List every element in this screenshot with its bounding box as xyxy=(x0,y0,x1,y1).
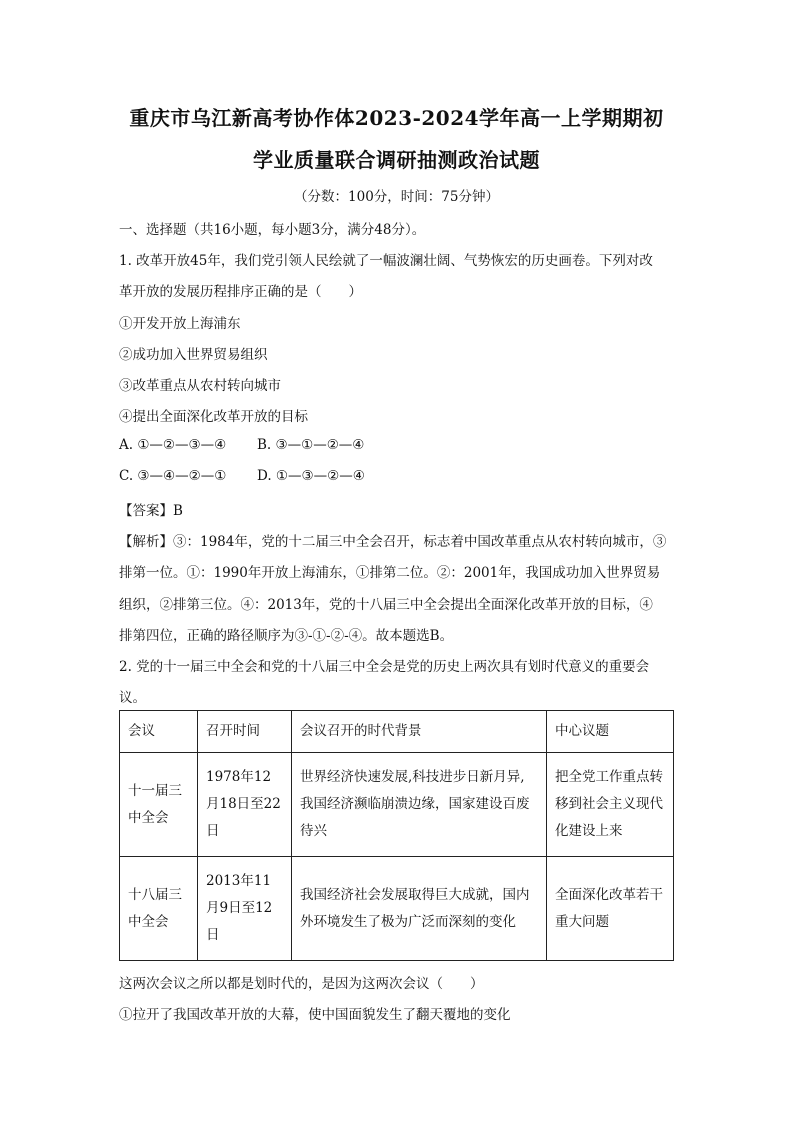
exam-meta: （分数：100分，时间：75分钟） xyxy=(294,189,499,205)
q2-item-1: ①拉开了我国改革开放的大幕，使中国面貌发生了翻天覆地的变化 xyxy=(119,1007,511,1023)
q1-options-row2 xyxy=(119,468,365,484)
page-title-line2: 学业质量联合调研抽测政治试题 xyxy=(253,148,540,172)
q1-answer: 【答案】B xyxy=(119,503,183,519)
q1-option-b: B. ③—①—②—④ xyxy=(257,437,365,453)
table-header-cell: 中心议题 xyxy=(547,711,674,753)
q1-option-c: C. ③—④—②—① xyxy=(119,468,227,484)
meetings-table xyxy=(119,710,674,961)
q1-option-d: D. ①—③—②—④ xyxy=(257,468,365,484)
table-cell-date: 2013年11月9日至12日 xyxy=(198,857,292,961)
q1-stem-line2: 革开放的发展历程排序正确的是（ ） xyxy=(119,284,362,300)
table-cell-background: 我国经济社会发展取得巨大成就，国内外环境发生了极为广泛而深刻的变化 xyxy=(292,857,547,961)
q1-option-a: A. ①—②—③—④ xyxy=(119,437,227,453)
q1-item-2: ②成功加入世界贸易组织 xyxy=(119,347,268,363)
q1-analysis-line3: 组织，②排第三位。④：2013年，党的十八届三中全会提出全面深化改革开放的目标，④ xyxy=(119,597,653,613)
table-cell-date: 1978年12月18日至22日 xyxy=(198,753,292,857)
table-header-cell: 会议召开的时代背景 xyxy=(292,711,547,753)
q1-item-4: ④提出全面深化改革开放的目标 xyxy=(119,409,308,425)
q1-analysis-line4: 排第四位，正确的路径顺序为③-①-②-④。故本题选B。 xyxy=(119,628,454,644)
page-title-line1: 重庆市乌江新高考协作体2023-2024学年高一上学期期初 xyxy=(129,106,664,130)
table-row xyxy=(120,857,674,961)
q2-stem-line1: 2. 党的十一届三中全会和党的十八届三中全会是党的历史上两次具有划时代意义的重要会 xyxy=(119,659,650,675)
q2-follow-up: 这两次会议之所以都是划时代的，是因为这两次会议（ ） xyxy=(119,976,484,992)
section-heading: 一、选择题（共16小题，每小题3分，满分48分）。 xyxy=(119,222,426,238)
q1-analysis-line2: 排第一位。①：1990年开放上海浦东，①排第二位。②：2001年，我国成功加入世界贸易 xyxy=(119,565,661,581)
q2-stem-line2: 议。 xyxy=(119,690,146,706)
table-cell-meeting: 十八届三中全会 xyxy=(120,857,198,961)
q1-analysis-line1: 【解析】③：1984年，党的十二届三中全会召开，标志着中国改革重点从农村转向城市，③ xyxy=(119,534,667,550)
table-cell-background: 世界经济快速发展,科技进步日新月异,我国经济濒临崩溃边缘，国家建设百废待兴 xyxy=(292,753,547,857)
table-row xyxy=(120,753,674,857)
table-cell-meeting: 十一届三中全会 xyxy=(120,753,198,857)
q1-options-row1 xyxy=(119,437,364,453)
q1-item-1: ①开发开放上海浦东 xyxy=(119,316,241,332)
table-header-row xyxy=(120,711,674,753)
table-cell-topic: 把全党工作重点转移到社会主义现代化建设上来 xyxy=(547,753,674,857)
table-header-cell: 会议 xyxy=(120,711,198,753)
q1-stem-line1: 1. 改革开放45年，我们党引领人民绘就了一幅波澜壮阔、气势恢宏的历史画卷。下列对改 xyxy=(119,253,653,269)
table-cell-topic: 全面深化改革若干重大问题 xyxy=(547,857,674,961)
table-header-cell: 召开时间 xyxy=(198,711,292,753)
q1-item-3: ③改革重点从农村转向城市 xyxy=(119,378,281,394)
